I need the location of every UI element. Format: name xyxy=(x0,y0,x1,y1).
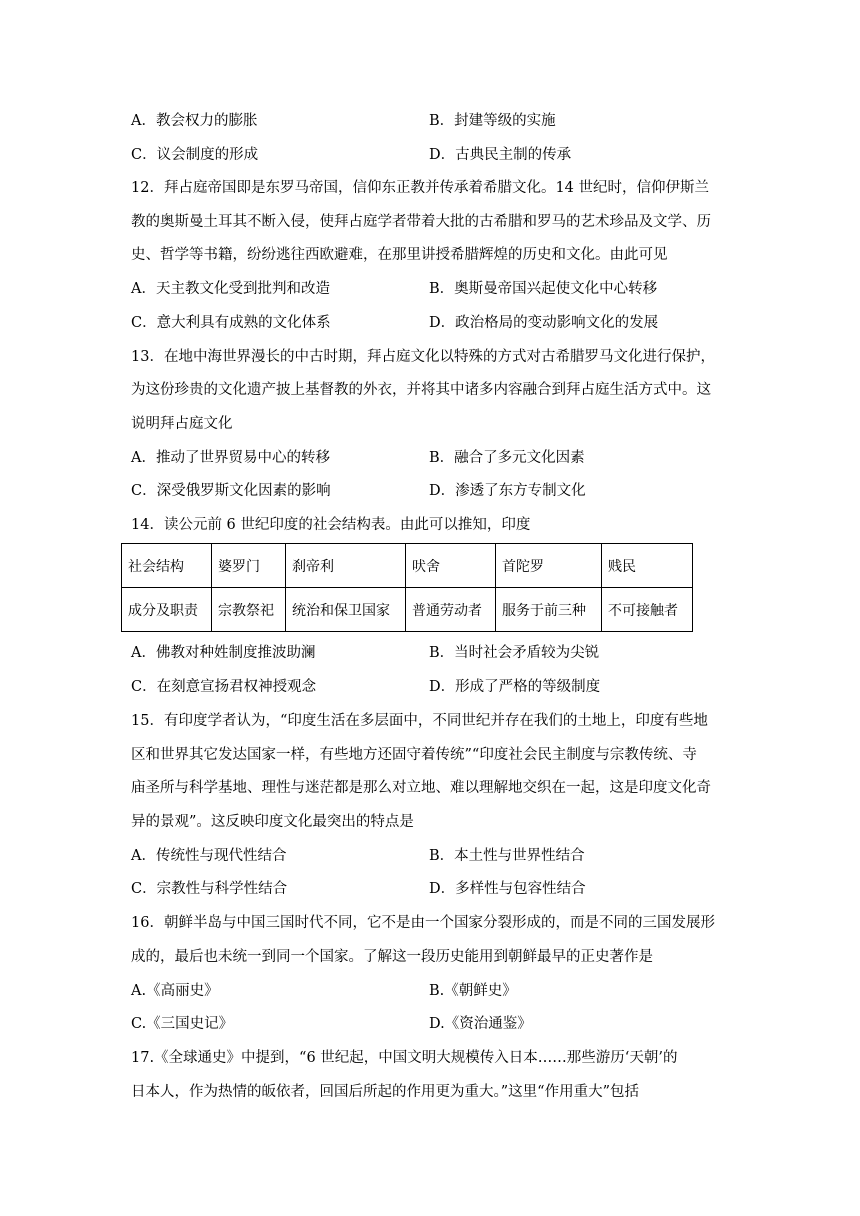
q16-option-a[interactable]: A.《高丽史》 xyxy=(131,983,219,999)
q16-option-b[interactable]: B.《朝鲜史》 xyxy=(429,983,517,999)
q12-stem-line-3: 史、哲学等书籍，纷纷逃往西欧避难，在那里讲授希腊辉煌的历史和文化。由此可见 xyxy=(131,247,668,263)
table-cell: 统治和保卫国家 xyxy=(286,588,406,632)
q15-option-a[interactable]: A．传统性与现代性结合 xyxy=(131,848,287,864)
q13-stem-line-1: 13．在地中海世界漫长的中古时期，拜占庭文化以特殊的方式对古希腊罗马文化进行保护， xyxy=(131,349,715,365)
q12-stem-line-2: 教的奥斯曼土耳其不断入侵，使拜占庭学者带着大批的古希腊和罗马的艺术珍品及文学、历 xyxy=(131,214,711,230)
q13-option-a[interactable]: A．推动了世界贸易中心的转移 xyxy=(131,450,330,466)
q17-stem-line-1: 17.《全球通史》中提到，“6 世纪起，中国文明大规模传入日本……那些游历‘天朝’的 xyxy=(131,1050,678,1066)
q16-stem-line-1: 16．朝鲜半岛与中国三国时代不同，它不是由一个国家分裂形成的，而是不同的三国发展形 xyxy=(131,915,715,931)
q12-option-a[interactable]: A．天主教文化受到批判和改造 xyxy=(131,281,330,297)
q11-option-a[interactable]: A．教会权力的膨胀 xyxy=(131,113,258,129)
q16-option-c[interactable]: C.《三国史记》 xyxy=(131,1016,234,1032)
q16-stem-line-2: 成的，最后也未统一到同一个国家。了解这一段历史能用到朝鲜最早的正史著作是 xyxy=(131,949,653,965)
q17-stem-line-2: 日本人，作为热情的皈依者，回国后所起的作用更为重大。”这里“作用重大”包括 xyxy=(131,1084,639,1100)
table-cell: 服务于前三种 xyxy=(496,588,602,632)
q13-stem-line-2: 为这份珍贵的文化遗产披上基督教的外衣，并将其中诸多内容融合到拜占庭生活方式中。这 xyxy=(131,382,711,398)
q14-option-b[interactable]: B．当时社会矛盾较为尖锐 xyxy=(429,645,600,661)
table-row xyxy=(122,588,693,632)
q14-option-d[interactable]: D．形成了严格的等级制度 xyxy=(429,679,601,695)
q12-option-c[interactable]: C．意大利具有成熟的文化体系 xyxy=(131,315,331,331)
table-cell: 首陀罗 xyxy=(496,544,602,588)
q15-stem-line-2: 区和世界其它发达国家一样，有些地方还固守着传统”“印度社会民主制度与宗教传统、寺 xyxy=(131,747,697,763)
q14-option-c[interactable]: C．在刻意宣扬君权神授观念 xyxy=(131,679,317,695)
q15-stem-line-1: 15．有印度学者认为，“印度生活在多层面中，不同世纪并存在我们的土地上，印度有些地 xyxy=(131,713,708,729)
q15-stem-line-3: 庙圣所与科学基地、理性与迷茫都是那么对立地、难以理解地交织在一起，这是印度文化奇 xyxy=(131,780,711,796)
table-cell: 不可接触者 xyxy=(602,588,693,632)
table-cell: 刹帝利 xyxy=(286,544,406,588)
q15-stem-line-4: 异的景观”。这反映印度文化最突出的特点是 xyxy=(131,814,414,830)
q11-option-d[interactable]: D．古典民主制的传承 xyxy=(429,147,572,163)
q12-stem-line-1: 12．拜占庭帝国即是东罗马帝国，信仰东正教并传承着希腊文化。14 世纪时，信仰伊斯兰 xyxy=(131,180,710,196)
q13-option-b[interactable]: B．融合了多元文化因素 xyxy=(429,450,585,466)
q13-option-d[interactable]: D．渗透了东方专制文化 xyxy=(429,483,586,499)
table-cell: 普通劳动者 xyxy=(406,588,496,632)
table-cell: 婆罗门 xyxy=(212,544,286,588)
table-cell: 成分及职责 xyxy=(122,588,212,632)
q14-option-a[interactable]: A．佛教对种姓制度推波助澜 xyxy=(131,645,316,661)
q16-option-d[interactable]: D.《资治通鉴》 xyxy=(429,1016,532,1032)
q15-option-d[interactable]: D．多样性与包容性结合 xyxy=(429,881,586,897)
q12-option-d[interactable]: D．政治格局的变动影响文化的发展 xyxy=(429,315,659,331)
q11-option-b[interactable]: B．封建等级的实施 xyxy=(429,113,556,129)
caste-table xyxy=(121,543,693,632)
q15-option-b[interactable]: B．本土性与世界性结合 xyxy=(429,848,585,864)
q11-option-c[interactable]: C．议会制度的形成 xyxy=(131,147,259,163)
table-row xyxy=(122,544,693,588)
table-cell: 贱民 xyxy=(602,544,693,588)
table-cell: 社会结构 xyxy=(122,544,212,588)
q13-option-c[interactable]: C．深受俄罗斯文化因素的影响 xyxy=(131,483,331,499)
table-cell: 吠舍 xyxy=(406,544,496,588)
table-cell: 宗教祭祀 xyxy=(212,588,286,632)
q12-option-b[interactable]: B．奥斯曼帝国兴起使文化中心转移 xyxy=(429,281,658,297)
q13-stem-line-3: 说明拜占庭文化 xyxy=(131,416,233,432)
q14-stem-line-1: 14．读公元前 6 世纪印度的社会结构表。由此可以推知，印度 xyxy=(131,517,531,533)
q15-option-c[interactable]: C．宗教性与科学性结合 xyxy=(131,881,288,897)
